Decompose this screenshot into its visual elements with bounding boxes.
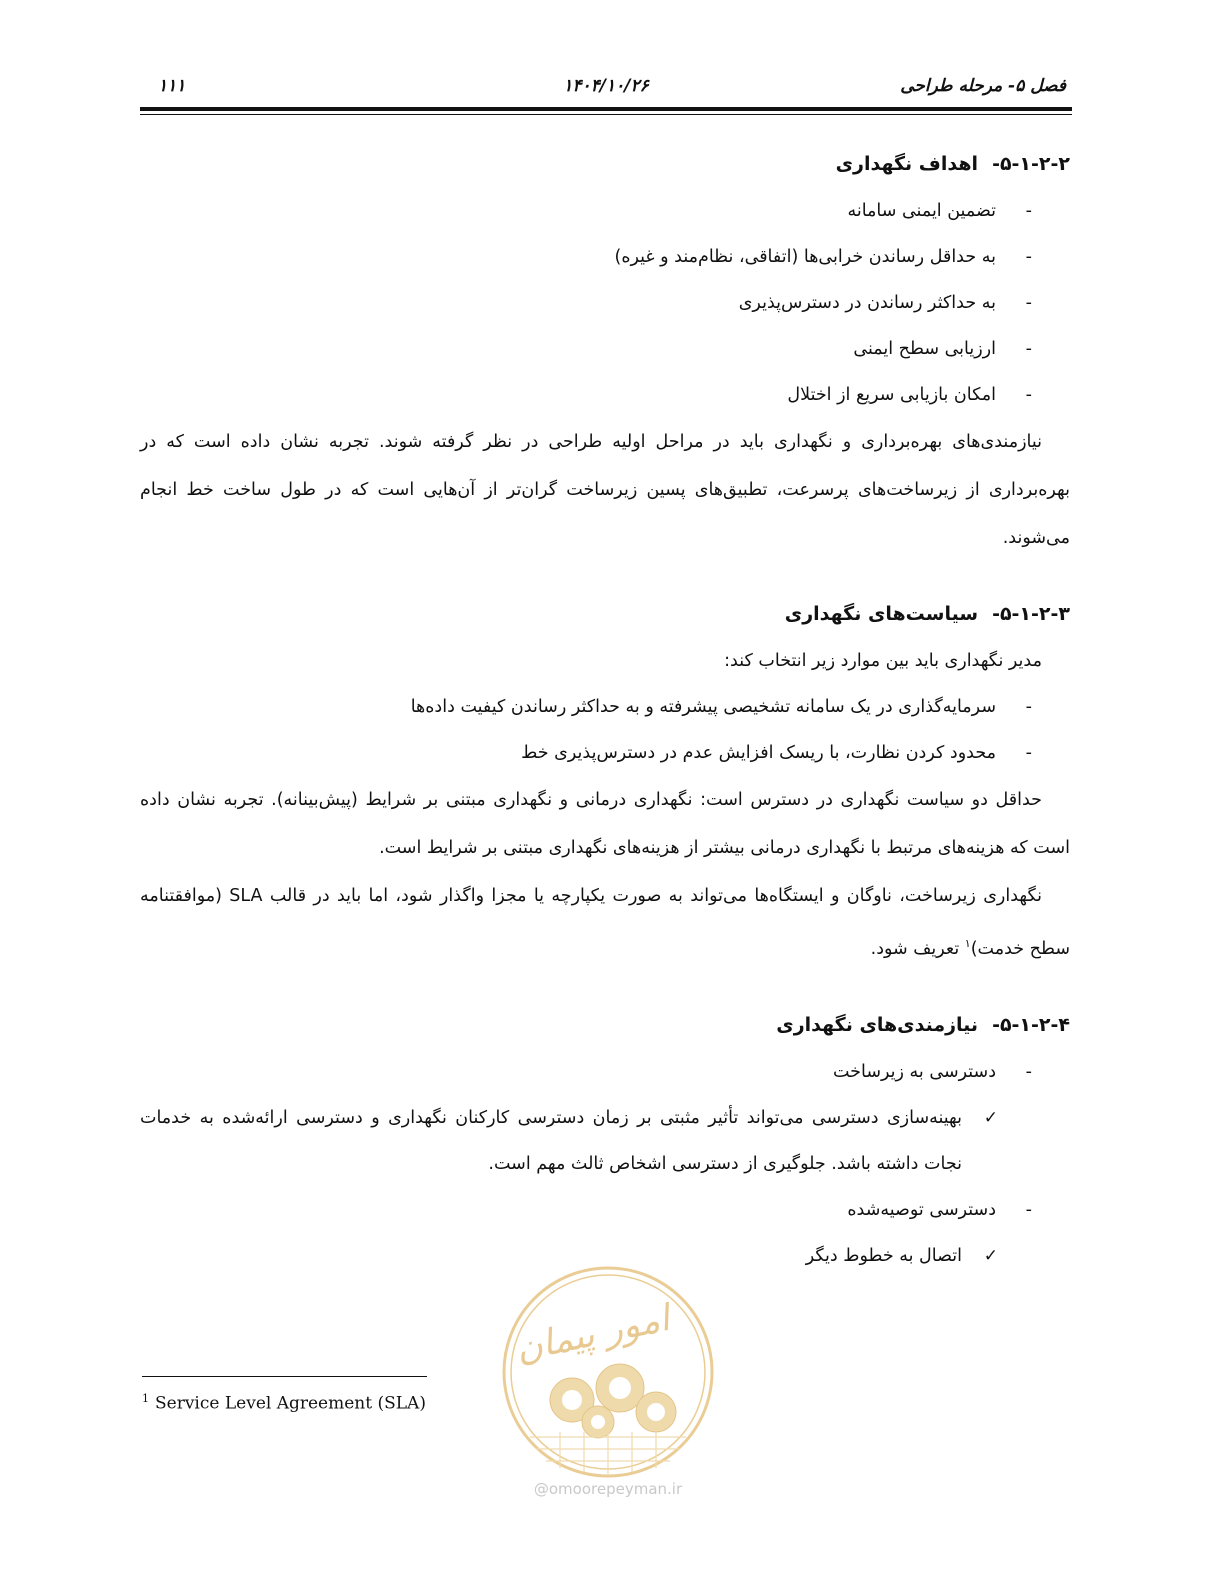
watermark-url: @omoorepeyman.ir [533,1480,683,1498]
page-content [140,140,1070,1279]
section-heading-maintenance-policies [140,590,1070,638]
footnote-ref[interactable]: ۱ [964,937,971,950]
list-item: - تضمین ایمنی سامانه [847,201,1032,221]
body-paragraph: نیازمندی‌های بهره‌برداری و نگهداری باید در مراحل اولیه طراحی در نظر گرفته شوند. تجربه نشان داده است که در بهره‌برداری از زیرساخت‌های پرسرعت، تطبیق‌های پسین زیرساخت گران‌تر از آن‌هایی است که در طول ساخت خط انجام می‌شوند. [140,432,1070,548]
list-item: - محدود کردن نظارت، با ریسک افزایش عدم در دسترس‌پذیری خط [521,743,1032,763]
check-item: ✓ بهینه‌سازی دسترسی می‌تواند تأثیر مثبتی بر زمان دسترسی کارکنان نگهداری و دسترسی ارائه‌شده به خدمات نجات داشته باشد. جلوگیری از دسترسی اشخاص ثالث مهم است. [140,1095,1070,1187]
section-heading-maintenance-goals [140,140,1070,188]
header-rule-thick [140,107,1072,111]
lead-text: مدیر نگهداری باید بین موارد زیر انتخاب کند: [724,651,1042,671]
section-number: ۵-۱-۲-۴- [992,1013,1070,1036]
section-title: نیازمندی‌های نگهداری [776,1013,979,1036]
body-paragraph: نگهداری زیرساخت، ناوگان و ایستگاه‌ها می‌تواند به صورت یکپارچه یا مجزا واگذار شود، اما باید در قالب SLA (موافقتنامه سطح خدمت)$^۱$ تعریف شود. [140,886,1070,959]
header-rule-thin [140,114,1072,115]
footnote-text: Service Level Agreement (SLA) [155,1393,426,1414]
footnote-rule [142,1376,427,1377]
list-item: - به حداقل رساندن خرابی‌ها (اتفاقی، نظام‌مند و غیره) [614,247,1032,267]
section-title: سیاست‌های نگهداری [784,603,979,625]
list-item: - دسترسی توصیه‌شده [847,1199,1032,1220]
section-number: ۵-۱-۲-۲- [992,153,1070,175]
section-title: اهداف نگهداری [835,153,979,175]
checkmark-icon: ✓ [983,1245,998,1266]
list-item: - دسترسی به زیرساخت [833,1061,1032,1082]
body-paragraph: حداقل دو سیاست نگهداری در دسترس است: نگهداری درمانی و نگهداری مبتنی بر شرایط (پیش‌بینانه). تجربه نشان داده است که هزینه‌های مرتبط با نگهداری درمانی بیشتر از هزینه‌های نگهداری مبتنی بر شرایط است. [140,790,1070,858]
watermark-logo-text: امور پیمان [512,1297,674,1371]
page-header [140,72,1072,104]
section-number: ۵-۱-۲-۳- [992,603,1070,625]
footnote [142,1392,426,1414]
page-number: ۱۱۱ [158,76,186,96]
section-heading-maintenance-requirements [140,1001,1070,1049]
list-item: - سرمایه‌گذاری در یک سامانه تشخیصی پیشرفته و به حداکثر رساندن کیفیت داده‌ها [410,697,1032,717]
header-date: ۱۴۰۴/۱۰/۲۶ [563,76,649,96]
list-item: - به حداکثر رساندن در دسترس‌پذیری [738,293,1032,313]
footnote-number: 1 [142,1392,149,1405]
list-item: - امکان بازیابی سریع از اختلال [787,385,1032,405]
list-item: - ارزیابی سطح ایمنی [853,339,1032,359]
watermark-logo-text-layer [500,1262,716,1500]
check-item: ✓ اتصال به خطوط دیگر [140,1233,1070,1279]
checkmark-icon: ✓ [983,1107,998,1128]
chapter-title: فصل ۵- مرحله طراحی [900,76,1066,96]
